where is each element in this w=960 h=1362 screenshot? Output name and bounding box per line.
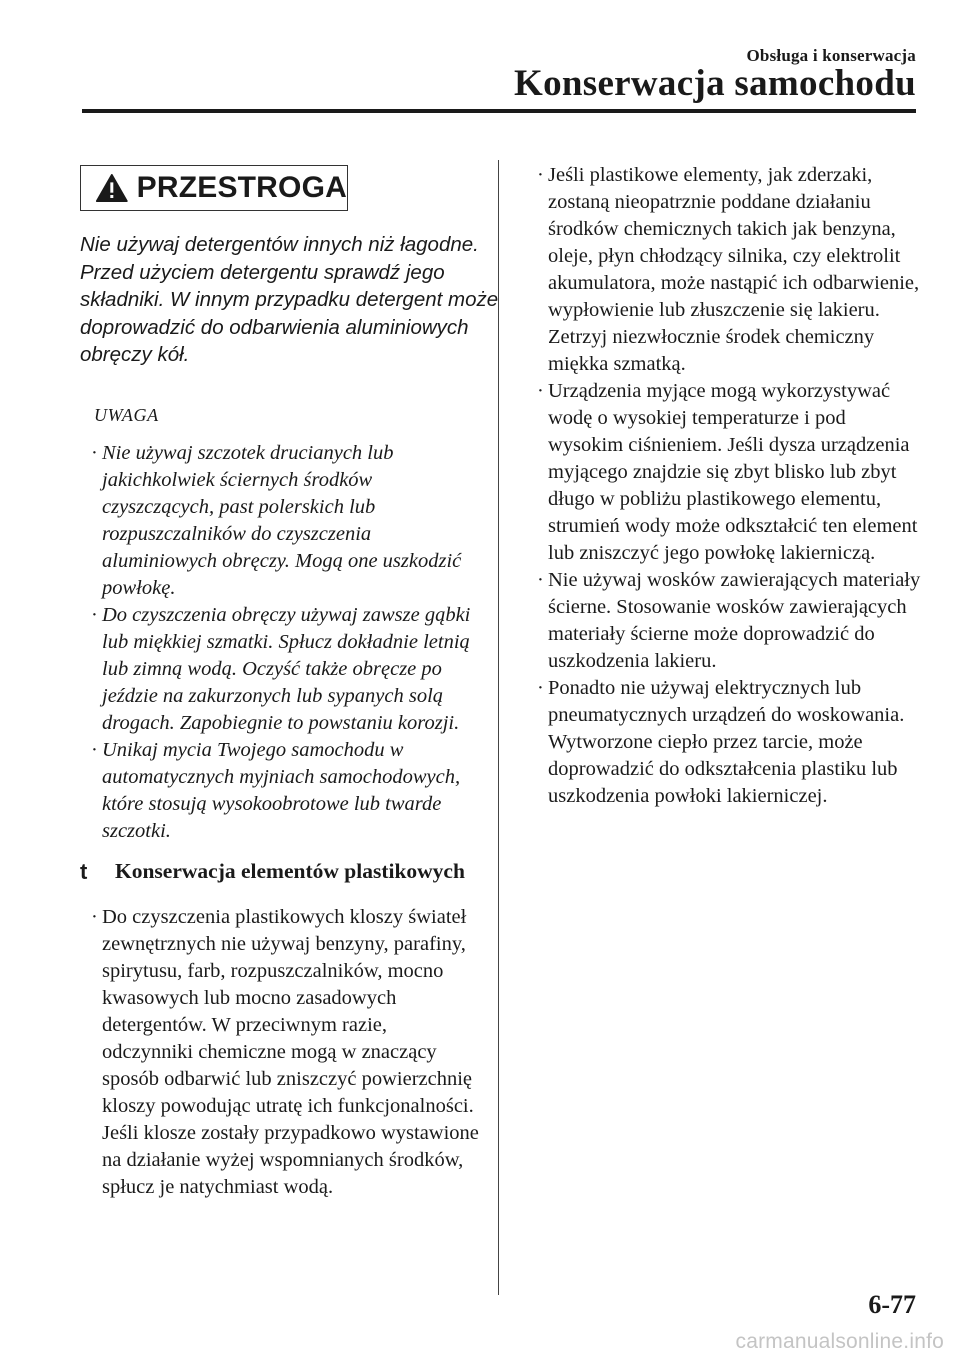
note-list [80,440,480,845]
list-item [91,440,480,602]
body-item-text: Do czyszczenia plastikowych kloszy świateł zewnętrznych nie używaj benzyny, parafiny, spirytusu, farb, rozpuszczalników, mocno kwasowych lub mocno zasadowych detergentów. W przeciwnym razie, odczynniki chemiczne mogą w znaczący sposób odbarwić lub zniszczyć powierzchnię kloszy powodując utratę ich funkcjonalności. Jeśli klosze zostały przypadkowo wystawione na działanie wyżej wspomnianych środków, spłucz je natychmiast wodą. [102,905,479,1198]
warning-box [80,165,348,211]
list-item [91,904,480,1201]
body-item-text: Urządzenia myjące mogą wykorzystywać wodę o wysokiej temperaturze i pod wysokim ciśnieniem. Jeśli dysza urządzenia myjącego znajdzie się zbyt blisko lub zbyt długo w pobliżu plastikowego elementu, strumień wody może odkształcić ten element lub zniszczyć jego powłokę lakierniczą. [548,380,918,564]
watermark-text: carmanualsonline.info [735,1330,944,1353]
bullet-glyph: · [91,905,98,928]
note-heading: UWAGA [94,404,159,425]
note-item-text: Unikaj mycia Twojego samochodu w automatycznych myjniach samochodowych, które stosują wysokoobrotowe lub twarde szczotki. [102,738,461,842]
bullet-glyph: · [537,677,544,699]
left-column [80,165,499,1201]
bullet-glyph: · [91,603,98,626]
section-marker-icon: t [80,858,88,884]
list-item [91,602,480,737]
body-list-right [534,162,924,810]
right-column [534,162,924,810]
section-heading-text: Konserwacja elementów plastikowych [115,858,465,883]
bullet-glyph: · [537,164,544,186]
list-item [537,162,924,378]
bullet-glyph: · [537,569,544,591]
bullet-glyph: · [91,738,98,761]
body-list-left [80,904,480,1201]
note-item-text: Do czyszczenia obręczy używaj zawsze gąbki lub miękkiej szmatki. Spłucz dokładnie letnią lub zimną wodą. Oczyść także obręcze po jeździe na zakurzonych lub sypanych solą drogach. Zapobiegnie to powstaniu korozji. [102,603,471,734]
bullet-glyph: · [91,441,98,464]
warning-title: PRZESTROGA [136,171,347,204]
list-item [537,675,924,810]
list-item [537,378,924,567]
section-heading [80,857,480,886]
page-number: 6-77 [868,1290,916,1319]
body-item-text: Ponadto nie używaj elektrycznych lub pneumatycznych urządzeń do woskowania. Wytworzone ciepło przez tarcie, może doprowadzić do odkształcenia plastiku lub uszkodzenia powłoki lakierniczej. [548,677,905,807]
header-section-label: Obsługa i konserwacja [746,46,916,65]
caution-text: Nie używaj detergentów innych niż łagodne. Przed użyciem detergentu sprawdź jego składniki. W innym przypadku detergent może doprowadzić do odbarwienia aluminiowych obręczy kół. [80,233,499,366]
body-item-text: Nie używaj wosków zawierających materiały ścierne. Stosowanie wosków zawierających materiały ścierne może doprowadzić do uszkodzenia lakieru. [548,569,921,672]
body-item-text: Jeśli plastikowe elementy, jak zderzaki, zostaną nieopatrznie poddane działaniu środków chemicznych takich jak benzyna, oleje, płyn chłodzący silnika, czy elektrolit akumulatora, może nastąpić ich odbarwienie, wypłowienie lub złuszczenie się lakieru. Zetrzyj niezwłocznie środek chemiczny miękka szmatką. [548,164,920,375]
bullet-glyph: · [537,380,544,402]
list-item [91,737,480,845]
header-title: Konserwacja samochodu [514,63,916,104]
warning-triangle-icon [95,172,129,204]
header-rule [82,109,916,113]
list-item [537,567,924,675]
note-item-text: Nie używaj szczotek drucianych lub jakichkolwiek ściernych środków czyszczących, past polerskich lub rozpuszczalników do czyszczenia aluminiowych obręczy. Mogą one uszkodzić powłokę. [102,441,462,599]
